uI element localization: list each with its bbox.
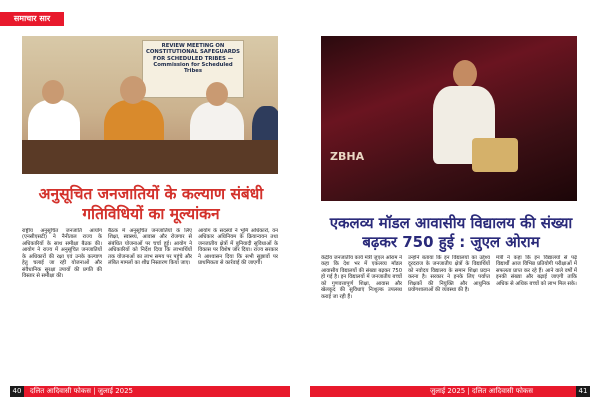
column-text: राष्ट्रीय अनुसूचित जनजाति आयोग (एनसीएसटी) ने नैनीताल राज्य के अधिकारियों के साथ समीक्षा बैठक की। आयोग ने राज्य में अनुसूचित जनजातियों के अधिकारों की रक्षा एवं उनके कल्याण हेतु चलाई जा रही योजनाओं और संवैधानिक सुरक्षा उपायों की प्रगति की विस्तार से समीक्षा की। <box>22 228 102 280</box>
column-text: केंद्रीय जनजातीय कार्य मंत्री जुएल ओराम ने कहा कि देश भर में एकलव्य मॉडल आवासीय विद्यालयों की संख्या बढ़कर 750 हो गई है। इन विद्यालयों में जनजातीय बच्चों को गुणवत्तापूर्ण शिक्षा, आवास और खेलकूद की सुविधाएं निःशुल्क उपलब्ध कराई जा रही हैं। <box>321 255 402 300</box>
article-column-1 <box>22 228 102 384</box>
attendee-2-head <box>120 76 146 104</box>
column-text: बैठक में अनुसूचित जनजातियों के लिए शिक्षा, स्वास्थ्य, आवास और रोजगार से संबंधित योजनाओं पर चर्चा हुई। आयोग ने अधिकारियों को निर्देश दिया कि लाभार्थियों तक योजनाओं का लाभ समय पर पहुंचे और लंबित मामलों का शीघ्र निस्तारण किया जाए। <box>108 228 192 267</box>
article-column-2-right <box>408 255 490 383</box>
article-headline-right: एकलव्य मॉडल आवासीय विद्यालय की संख्या बढ़कर 750 हुई : जुएल ओराम <box>329 214 573 251</box>
page-number-right: 41 <box>576 386 590 397</box>
footer-text: दलित आदिवासी फोकस | जुलाई 2025 <box>30 387 134 395</box>
article-headline: अनुसूचित जनजातियों के कल्याण संबंधी गतिविधियों का मूल्यांकन <box>38 185 264 223</box>
article-column-1-right <box>321 255 402 383</box>
article-column-3-right <box>496 255 577 383</box>
column-text: आयोग के सदस्यों ने भूमि अधिकारों, वन अधिकार अधिनियम के क्रियान्वयन तथा जनजातीय क्षेत्रों में बुनियादी सुविधाओं के विकास पर विशेष जोर दिया। राज्य सरकार ने आश्वासन दिया कि सभी सुझावों पर प्राथमिकता से कार्रवाई की जाएगी। <box>198 228 278 267</box>
banner-text: REVIEW MEETING ON CONSTITUTIONAL SAFEGUARDS FOR SCHEDULED TRIBES — Commission for Scheduled Tribes <box>146 43 241 75</box>
attendee-1-head <box>42 80 64 104</box>
article-column-2 <box>108 228 192 384</box>
speaker-head <box>453 60 477 88</box>
page-number: 40 <box>10 386 24 397</box>
column-text: मंत्री ने कहा कि इन विद्यालयों से पढ़े विद्यार्थी आज विभिन्न प्रतियोगी परीक्षाओं में सफलता प्राप्त कर रहे हैं। आने वाले वर्षों में इनकी संख्या और बढ़ाई जाएगी ताकि अधिक से अधिक बच्चों को लाभ मिल सके। <box>496 255 577 287</box>
article-column-3 <box>198 228 278 384</box>
section-tag-label: समाचार सार <box>13 14 51 23</box>
attendee-3-head <box>206 82 228 106</box>
stage-logo: ZBHA <box>330 150 365 163</box>
footer-text-right: जुलाई 2025 | दलित आदिवासी फोकस <box>430 387 534 395</box>
column-text: उन्होंने बताया कि इन विद्यालयों का उद्देश्य दूरदराज के जनजातीय क्षेत्रों के विद्यार्थियों को नवोदय विद्यालय के समान शिक्षा प्रदान करना है। सरकार ने इनके लिए पर्याप्त शिक्षकों की नियुक्ति और आधुनिक प्रयोगशालाओं की व्यवस्था की है। <box>408 255 490 294</box>
lectern <box>472 138 518 172</box>
meeting-table <box>22 140 278 174</box>
